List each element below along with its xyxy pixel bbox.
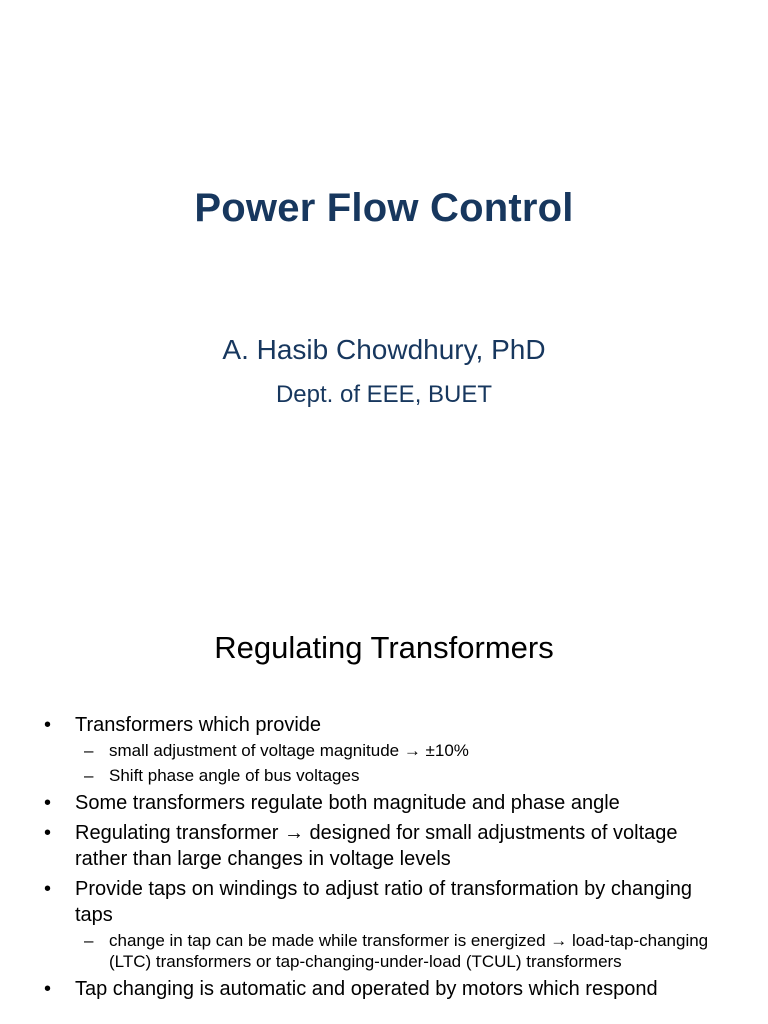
bullet-item: [44, 820, 734, 872]
bullet-text: Tap changing is automatic and operated by motors which respond: [75, 978, 658, 1000]
bullet-marker: •: [44, 822, 52, 844]
sub-bullet-item: [75, 740, 734, 761]
author-name: A. Hasib Chowdhury, PhD: [222, 334, 546, 365]
bullet-list: [44, 712, 734, 1006]
bullet-text: Provide taps on windings to adjust ratio of transformation by changing taps: [75, 878, 693, 926]
bullet-item: [44, 712, 734, 786]
bullet-marker: •: [44, 792, 52, 814]
dash-marker: –: [84, 931, 94, 950]
content-slide: [0, 576, 768, 1024]
bullet-item: [44, 790, 734, 816]
slide-title: Power Flow Control: [194, 186, 574, 230]
dash-marker: –: [84, 766, 94, 785]
department: Dept. of EEE, BUET: [275, 381, 493, 408]
sub-bullet-text: small adjustment of voltage magnitude → ±10%: [109, 741, 469, 760]
bullet-marker: •: [44, 714, 52, 736]
bullet-item: [44, 876, 734, 972]
sub-bullet-item: [75, 930, 734, 972]
bullet-text: Regulating transformer → designed for small adjustments of voltage rather than large changes in voltage levels: [75, 822, 678, 870]
bullet-item: [44, 976, 734, 1002]
bullet-text: Some transformers regulate both magnitude and phase angle: [75, 792, 620, 814]
bullet-text: Transformers which provide: [75, 714, 322, 736]
sub-bullet-list: [75, 740, 734, 786]
bullet-marker: •: [44, 878, 52, 900]
bullet-marker: •: [44, 978, 52, 1000]
sub-bullet-list: [75, 930, 734, 972]
slide-heading: Regulating Transformers: [214, 630, 554, 665]
sub-bullet-text: change in tap can be made while transformer is energized → load-tap-changing (LTC) transformers or tap-changing-under-load (TCUL) transformers: [109, 931, 709, 971]
sub-bullet-item: [75, 765, 734, 786]
dash-marker: –: [84, 741, 94, 760]
sub-bullet-text: Shift phase angle of bus voltages: [109, 766, 360, 785]
